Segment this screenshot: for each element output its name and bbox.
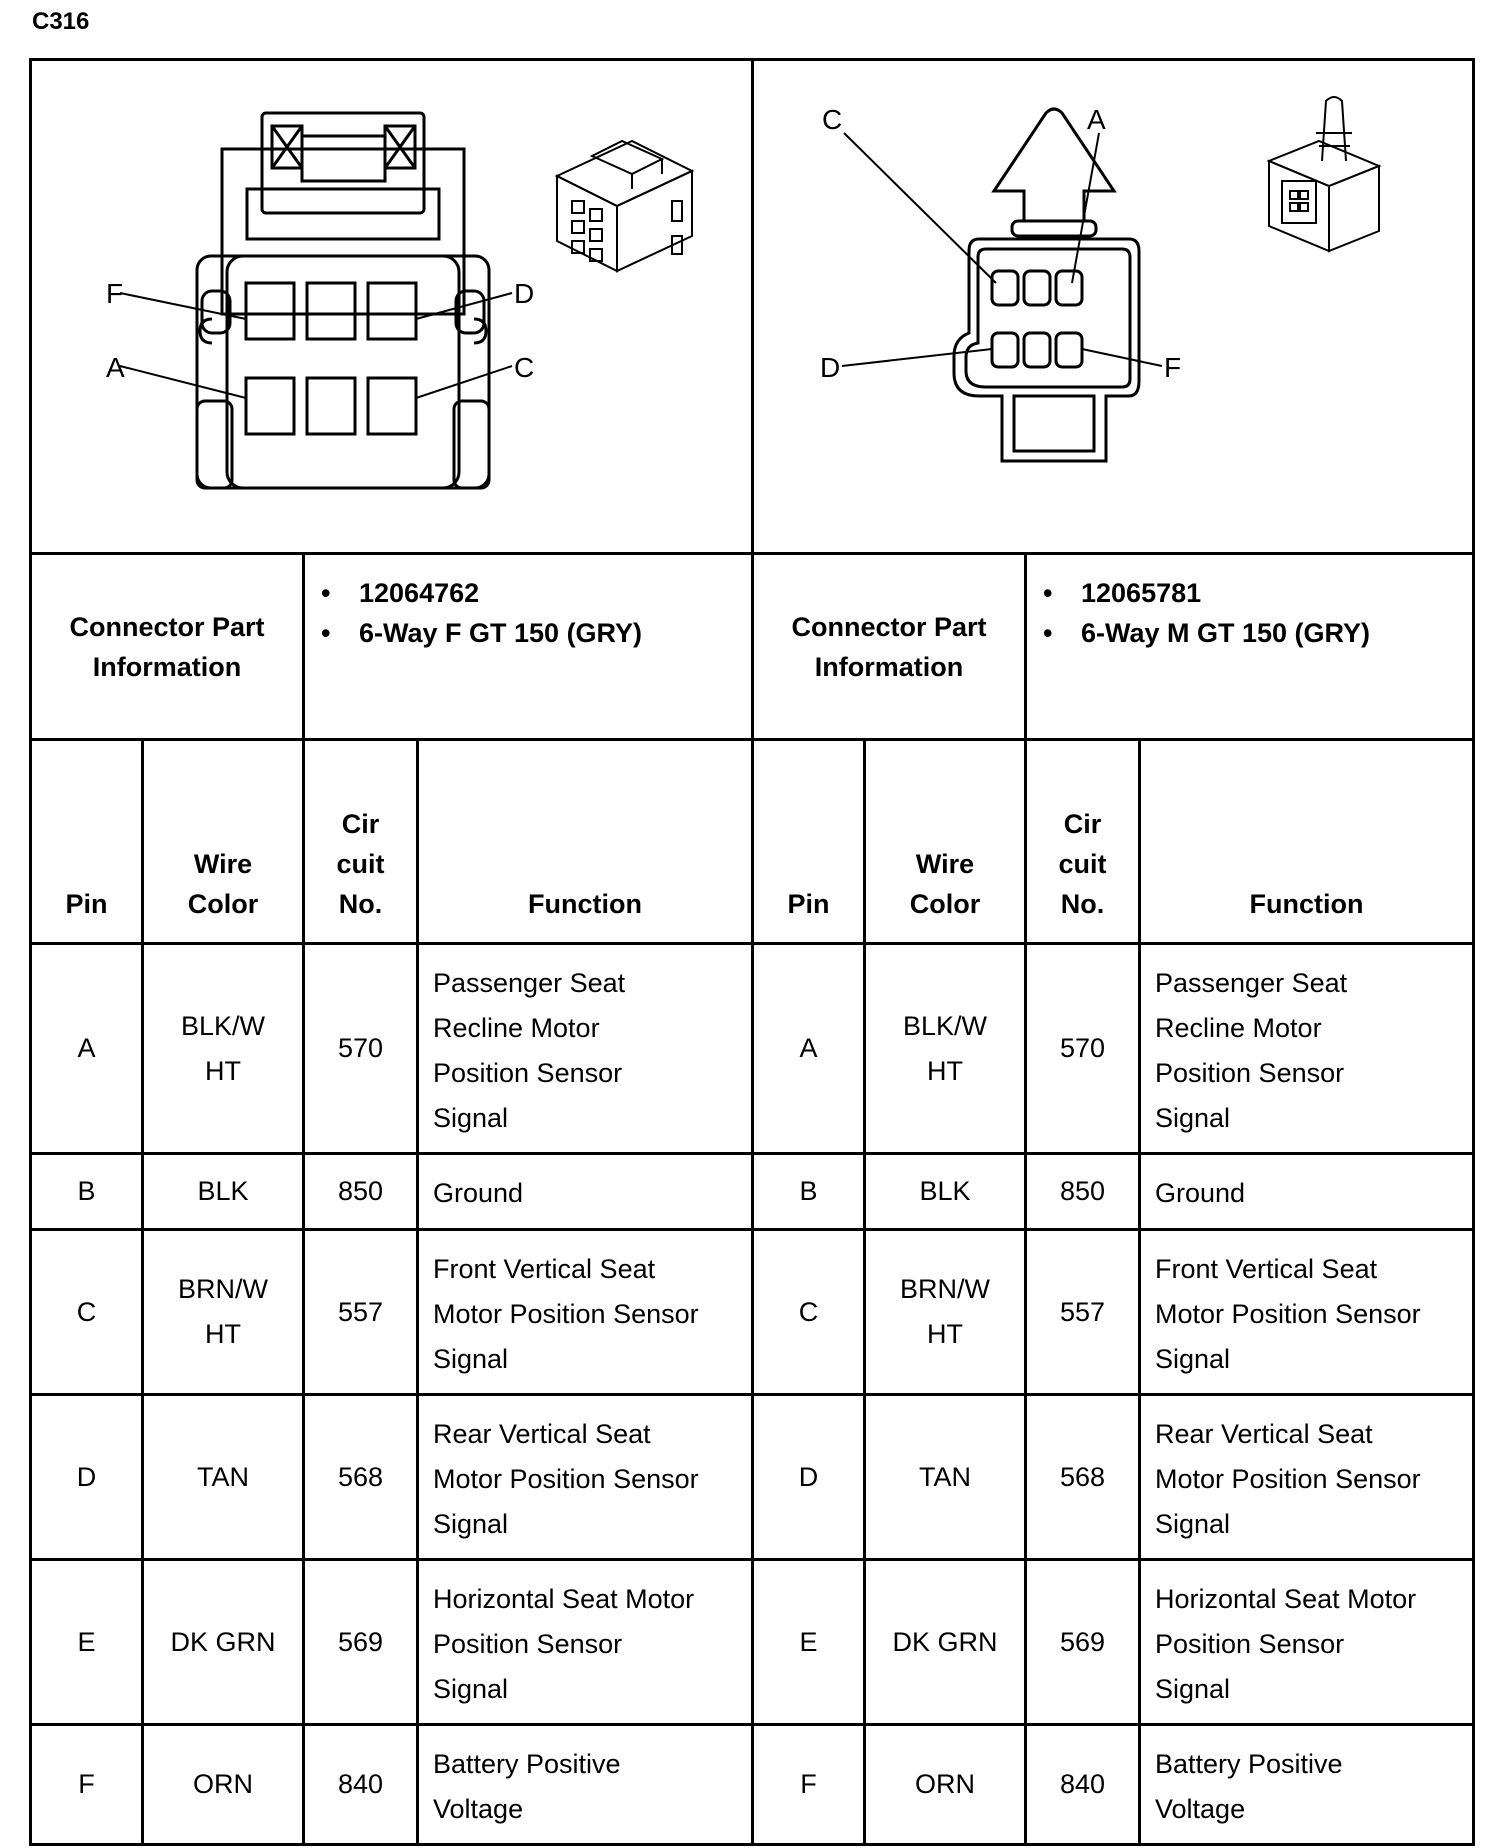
function-cell: Front Vertical Seat Motor Position Sensor Signal — [1140, 1230, 1474, 1395]
diagram-label-f: F — [106, 278, 124, 309]
circuit-number-cell: 850 — [1026, 1154, 1140, 1230]
header-wire-color: Wire Color — [865, 740, 1026, 944]
circuit-number-cell: 570 — [1026, 944, 1140, 1154]
function-cell: Horizontal Seat Motor Position Sensor Signal — [418, 1560, 753, 1725]
wire-color-cell: ORN — [143, 1725, 304, 1845]
function-cell: Horizontal Seat Motor Position Sensor Signal — [1140, 1560, 1474, 1725]
header-circuit-no: Cir cuit No. — [1026, 740, 1140, 944]
table-row — [31, 944, 1474, 1154]
pin-cell: D — [753, 1395, 865, 1560]
circuit-number-cell: 568 — [1026, 1395, 1140, 1560]
female-connector-face-diagram — [32, 61, 752, 552]
connector-part-info-values — [304, 554, 753, 740]
circuit-number-cell: 557 — [1026, 1230, 1140, 1395]
wire-color-cell: ORN — [865, 1725, 1026, 1845]
diagram-label-d: D — [820, 352, 841, 383]
table-row — [31, 1154, 1474, 1230]
wire-color-cell: BLK/W HT — [143, 944, 304, 1154]
wire-color-cell: TAN — [865, 1395, 1026, 1560]
part-number: • 12064762 — [321, 578, 480, 608]
header-function: Function — [1140, 740, 1474, 944]
connector-table — [29, 58, 1475, 1846]
connector-description: • 6-Way F GT 150 (GRY) — [321, 618, 643, 648]
pin-cell: E — [753, 1560, 865, 1725]
header-function: Function — [418, 740, 753, 944]
diagram-label-a: A — [106, 352, 125, 383]
header-wire-color: Wire Color — [143, 740, 304, 944]
circuit-number-cell: 850 — [304, 1154, 418, 1230]
female-connector-diagram-cell — [31, 60, 753, 554]
circuit-number-cell: 840 — [1026, 1725, 1140, 1845]
wire-color-cell: BRN/W HT — [143, 1230, 304, 1395]
table-row — [31, 1395, 1474, 1560]
header-circuit-no: Cir cuit No. — [304, 740, 418, 944]
circuit-number-cell: 557 — [304, 1230, 418, 1395]
diagram-label-f: F — [1164, 352, 1182, 383]
pin-cell: C — [753, 1230, 865, 1395]
wire-color-cell: BLK — [143, 1154, 304, 1230]
pin-cell: A — [753, 944, 865, 1154]
circuit-number-cell: 570 — [304, 944, 418, 1154]
connector-thumbnail-icon — [1269, 97, 1379, 251]
male-connector-face-diagram — [754, 61, 1474, 552]
column-header-row — [31, 740, 1474, 944]
function-cell: Rear Vertical Seat Motor Position Sensor Signal — [418, 1395, 753, 1560]
connector-part-info-label: Connector Part Information — [753, 554, 1026, 740]
wire-color-cell: DK GRN — [143, 1560, 304, 1725]
pin-cell: F — [31, 1725, 143, 1845]
table-row — [31, 1725, 1474, 1845]
diagram-label-d: D — [514, 278, 535, 309]
connector-part-info-values — [1026, 554, 1474, 740]
pin-cell: A — [31, 944, 143, 1154]
diagram-label-c: C — [514, 352, 535, 383]
wire-color-cell: TAN — [143, 1395, 304, 1560]
pin-rows — [31, 944, 1474, 1845]
function-cell: Passenger Seat Recline Motor Position Sensor Signal — [418, 944, 753, 1154]
function-cell: Rear Vertical Seat Motor Position Sensor Signal — [1140, 1395, 1474, 1560]
circuit-number-cell: 568 — [304, 1395, 418, 1560]
wire-color-cell: BLK/W HT — [865, 944, 1026, 1154]
circuit-number-cell: 569 — [1026, 1560, 1140, 1725]
pin-cell: D — [31, 1395, 143, 1560]
function-cell: Passenger Seat Recline Motor Position Sensor Signal — [1140, 944, 1474, 1154]
diagram-label-a: A — [1087, 104, 1106, 135]
wire-color-cell: BLK — [865, 1154, 1026, 1230]
header-pin: Pin — [753, 740, 865, 944]
function-cell: Front Vertical Seat Motor Position Sensor Signal — [418, 1230, 753, 1395]
pin-cell: E — [31, 1560, 143, 1725]
function-cell: Ground — [418, 1154, 753, 1230]
connector-description: • 6-Way M GT 150 (GRY) — [1043, 618, 1371, 648]
pin-cell: B — [753, 1154, 865, 1230]
male-connector-diagram-cell — [753, 60, 1474, 554]
part-number: • 12065781 — [1043, 578, 1202, 608]
connector-part-info-label: Connector Part Information — [31, 554, 304, 740]
function-cell: Battery Positive Voltage — [418, 1725, 753, 1845]
diagram-label-c: C — [822, 104, 843, 135]
function-cell: Battery Positive Voltage — [1140, 1725, 1474, 1845]
pin-cell: C — [31, 1230, 143, 1395]
pin-cell: F — [753, 1725, 865, 1845]
table-row — [31, 1230, 1474, 1395]
wire-color-cell: DK GRN — [865, 1560, 1026, 1725]
circuit-number-cell: 569 — [304, 1560, 418, 1725]
pin-cell: B — [31, 1154, 143, 1230]
diagram-title: C316 — [32, 8, 90, 35]
table-row — [31, 1560, 1474, 1725]
circuit-number-cell: 840 — [304, 1725, 418, 1845]
wire-color-cell: BRN/W HT — [865, 1230, 1026, 1395]
header-pin: Pin — [31, 740, 143, 944]
connector-thumbnail-icon — [557, 141, 692, 271]
function-cell: Ground — [1140, 1154, 1474, 1230]
